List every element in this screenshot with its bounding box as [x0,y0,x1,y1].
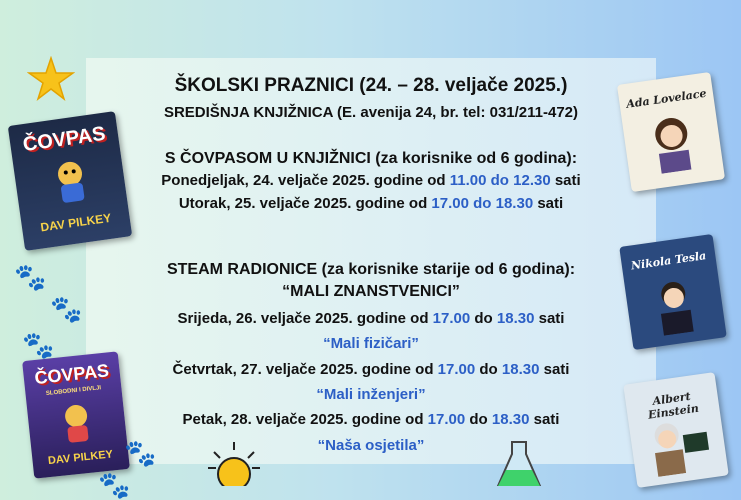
event2-topic-2: “Mali inženjeri” [316,386,426,403]
page-title: ŠKOLSKI PRAZNICI (24. – 28. veljače 2025.) [174,75,568,96]
session-mid: do [470,310,497,327]
event1-session-2 [86,195,656,212]
event2-session-3 [86,411,656,428]
event1-session-1 [86,172,656,189]
session-start: 17.00 [427,411,466,428]
event2-session-1 [86,310,656,327]
portrait-icon [646,271,704,337]
event1-heading: S ČOVPASOM U KNJIŽNICI (za korisnike od 6 godina): [164,150,578,167]
event2-topic-3: “Naša osjetila” [317,437,425,454]
session-suffix: sati [529,411,560,428]
book-tesla-title: Nikola Tesla [630,249,708,273]
session-date: Utorak, 25. veljače 2025. godine od [178,195,432,212]
book-covpas-author: DAV PILKEY [39,210,113,235]
session-time: 11.00 do 12.30 [449,172,551,189]
session-mid: do [465,411,492,428]
event2-topic-1: “Mali fizičari” [323,335,419,352]
session-date: Četvrtak, 27. veljače 2025. godine od [172,361,438,378]
book-einstein-title: Albert Einstein [647,389,700,422]
session-end: 18.30 [501,361,540,378]
paw-icon: 🐾 [124,438,157,468]
library-address: SREDIŠNJA KNJIŽNICA (E. avenija 24, br. tel: 031/211-472) [163,104,579,121]
session-start: 17.00 [432,310,471,327]
session-suffix: sati [533,195,564,212]
session-suffix: sati [550,172,581,189]
event2-subtitle: “MALI ZNANSTVENICI” [282,283,460,300]
book-covpas-2-title: ČOVPAS [33,360,110,389]
session-time: 17.00 do 18.30 [431,195,534,212]
book-covpas-title: ČOVPAS [21,122,107,157]
event2-session-2 [86,361,656,378]
session-start: 17.00 [437,361,476,378]
book-covpas-2-author: DAV PILKEY [47,448,114,468]
session-end: 18.30 [491,411,530,428]
book-ada-title: Ada Lovelace [625,86,708,111]
star-icon [27,56,75,102]
session-suffix: sati [539,361,570,378]
paw-icon: 🐾 [50,294,83,324]
event2-heading: STEAM RADIONICE (za korisnike starije od 6 godina): [166,261,576,278]
session-end: 18.30 [496,310,535,327]
session-mid: do [475,361,502,378]
book-covpas-2-subtitle: SLOBODNI I DIVLJI [45,385,102,398]
session-date: Srijeda, 26. veljače 2025. godine od [177,310,433,327]
session-suffix: sati [534,310,565,327]
paw-icon: 🐾 [14,262,47,292]
session-date: Ponedjeljak, 24. veljače 2025. godine od [161,172,450,189]
session-date: Petak, 28. veljače 2025. godine od [182,411,428,428]
paw-icon: 🐾 [98,470,131,500]
paw-icon: 🐾 [22,330,55,360]
